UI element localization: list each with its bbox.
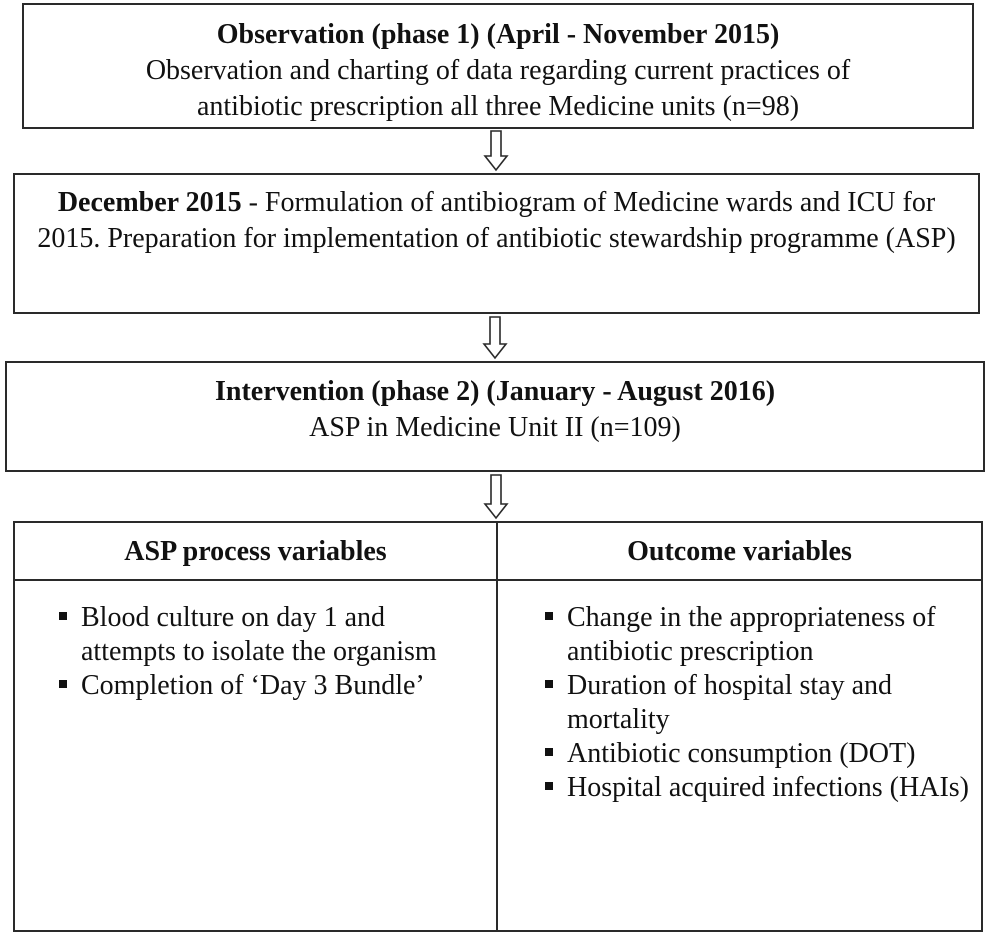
list-item	[498, 737, 971, 771]
observation-phase-line-2: antibiotic prescription all three Medicine units (n=98)	[196, 91, 800, 122]
list-item	[498, 601, 971, 669]
preparation-text: - Formulation of antibiogram of Medicine wards and ICU for 2015. Preparation for implementation of antibiotic stewardship programme (ASP)	[37, 187, 956, 254]
list-item	[15, 669, 486, 703]
outcome-variables-column	[498, 523, 981, 930]
list-item-text: Completion of ‘Day 3 Bundle’	[81, 670, 425, 701]
down-arrow-icon	[482, 316, 508, 360]
list-item-text: Antibiotic consumption (DOT)	[567, 738, 916, 769]
list-item	[498, 669, 971, 737]
intervention-phase-title: Intervention (phase 2) (January - August 2016)	[214, 376, 776, 407]
observation-phase-title: Observation (phase 1) (April - November 2015)	[216, 19, 780, 50]
down-arrow-icon	[483, 130, 509, 172]
preparation-box	[13, 173, 980, 314]
list-item	[498, 771, 971, 805]
process-variables-list	[15, 581, 496, 703]
process-variables-column	[15, 523, 498, 930]
list-item-text: Hospital acquired infections (HAIs)	[567, 772, 969, 803]
intervention-phase-box	[5, 361, 985, 472]
square-bullet-icon	[545, 612, 553, 620]
outcome-variables-heading: Outcome variables	[498, 523, 981, 581]
outcome-variables-list	[498, 581, 981, 805]
list-item-text: Change in the appropriateness of antibiotic prescription	[567, 602, 936, 667]
list-item	[15, 601, 486, 669]
intervention-phase-subtitle: ASP in Medicine Unit II (n=109)	[309, 412, 681, 443]
square-bullet-icon	[59, 680, 67, 688]
process-variables-heading: ASP process variables	[15, 523, 496, 581]
square-bullet-icon	[545, 748, 553, 756]
list-item-text: Blood culture on day 1 and attempts to isolate the organism	[81, 602, 437, 667]
square-bullet-icon	[545, 680, 553, 688]
list-item-text: Duration of hospital stay and mortality	[567, 670, 893, 735]
down-arrow-icon	[483, 474, 509, 520]
preparation-date: December 2015	[57, 187, 242, 218]
square-bullet-icon	[59, 612, 67, 620]
observation-phase-box	[22, 3, 974, 129]
square-bullet-icon	[545, 782, 553, 790]
variables-table	[13, 521, 983, 932]
observation-phase-line-1: Observation and charting of data regarding current practices of	[145, 55, 851, 86]
